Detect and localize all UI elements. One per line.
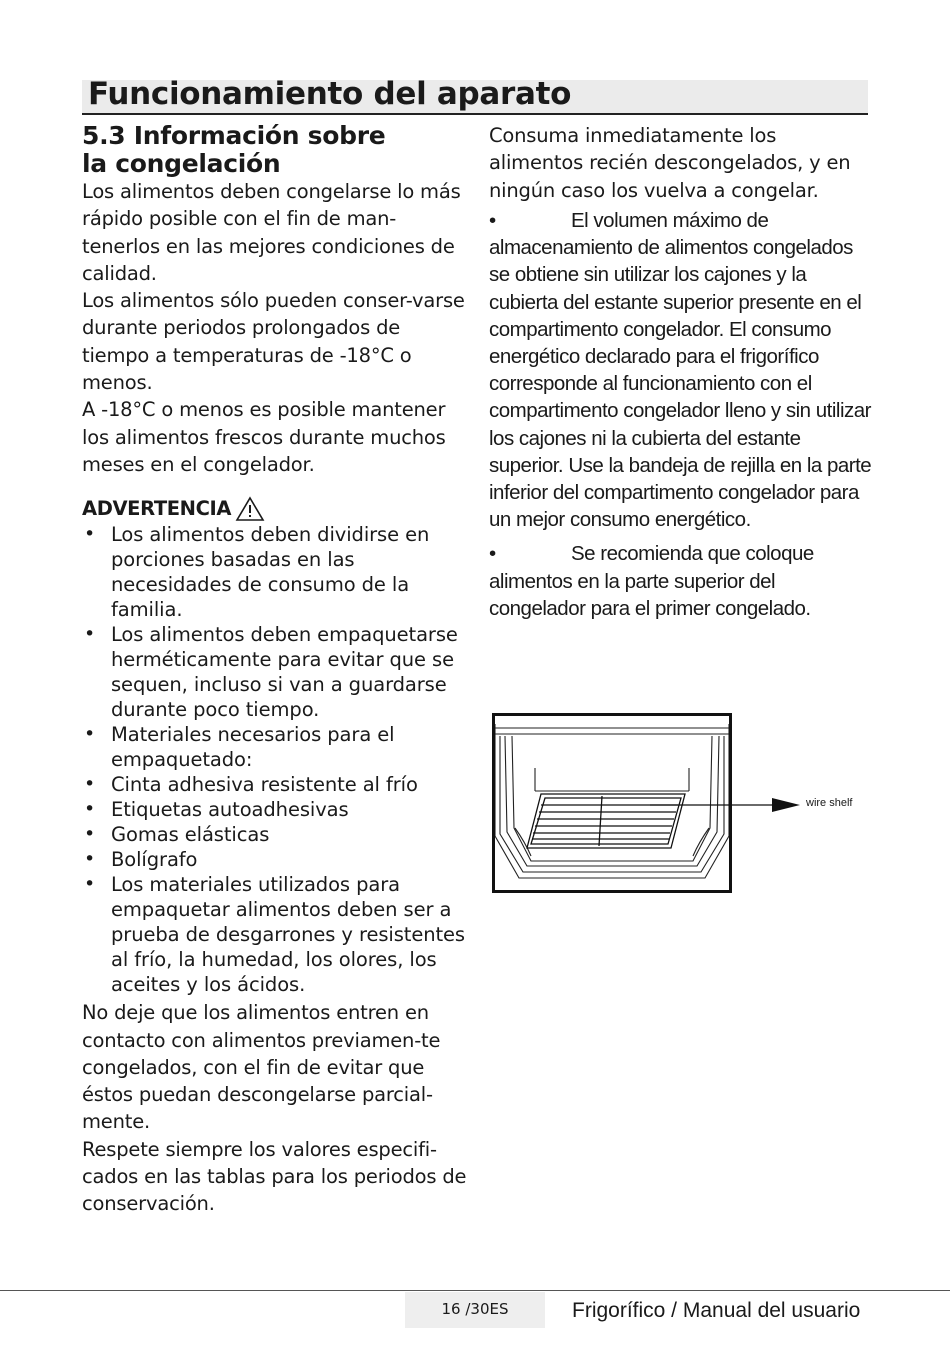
paragraph: Respete siempre los valores especifi-cados en las tablas para los periodos de conservación. — [82, 1137, 467, 1216]
warning-list — [82, 522, 467, 997]
bullet-lead: Se recomienda que coloque — [571, 542, 814, 566]
figure-arrow — [650, 794, 806, 816]
heading-line-2: la congelación — [82, 149, 281, 178]
bullet-text: alimentos en la parte superior del congelador para el primer congelado. — [489, 569, 811, 620]
list-item: • Gomas elásticas — [82, 822, 467, 847]
paragraph: Consuma inmediatamente los alimentos recién descongelados, y en ningún caso los vuelva a congelar. — [489, 124, 851, 202]
footer-title: Frigorífico / Manual del usuario — [572, 1299, 861, 1322]
bullet-text: almacenamiento de alimentos congelados se obtiene sin utilizar los cajones y la cubierta del estante superior presente en el compartimento congelador. El consumo energético declarado para el frigorífico corresponde al funcionamiento con el compartimento congelador lleno y sin utilizar los cajones ni la cubierta del estante superior. Use la bandeja de rejilla en la parte inferior del compartimento congelador para un mejor consumo energético. — [489, 236, 872, 532]
warning-triangle-icon — [235, 496, 265, 522]
figure-label: wire shelf — [806, 797, 853, 809]
page-title: Funcionamiento del aparato — [88, 76, 572, 112]
left-column — [82, 122, 467, 1218]
bullet-mark: • — [489, 542, 496, 566]
list-item: • Bolígrafo — [82, 847, 467, 872]
bullet-lead: El volumen máximo de — [571, 208, 769, 232]
warning-title: ADVERTENCIA — [82, 497, 232, 521]
paragraph: Los alimentos sólo pueden conser-varse durante periodos prolongados de tiempo a temperaturas de -18°C o menos. — [82, 289, 465, 395]
bullet-paragraph — [489, 207, 874, 533]
list-item: • Los alimentos deben dividirse en porciones basadas en las necesidades de consumo de la familia. — [82, 522, 467, 622]
paragraph: No deje que los alimentos entren en contacto con alimentos previamen-te congelados, con el fin de evitar que éstos puedan descongelarse parcial-mente. — [82, 1001, 441, 1134]
list-item: • Los alimentos deben empaquetarse herméticamente para evitar que se sequen, incluso si van a guardarse durante poco tiempo. — [82, 622, 467, 722]
list-item: • Materiales necesarios para el empaquetado: — [82, 722, 467, 772]
footer-divider — [0, 1290, 950, 1291]
paragraph: A -18°C o menos es posible mantener los alimentos frescos durante muchos meses en el congelador. — [82, 398, 446, 476]
bullet-mark: • — [489, 208, 496, 232]
warning-heading — [82, 496, 467, 522]
list-item: • Los materiales utilizados para empaquetar alimentos deben ser a prueba de desgarrones y resistentes al frío, la humedad, los olores, los aceites y los ácidos. — [82, 872, 467, 997]
list-item: • Cinta adhesiva resistente al frío — [82, 772, 467, 797]
bullet-paragraph — [489, 540, 874, 622]
section-heading — [82, 122, 467, 178]
right-column — [489, 122, 874, 622]
list-item: • Etiquetas autoadhesivas — [82, 797, 467, 822]
paragraph: Los alimentos deben congelarse lo más rápido posible con el fin de man-tenerlos en las mejores condiciones de calidad. — [82, 180, 461, 285]
section-header-bar — [82, 76, 868, 115]
heading-line-1: 5.3 Información sobre — [82, 121, 386, 150]
page-number: 16 /30ES — [405, 1292, 545, 1328]
